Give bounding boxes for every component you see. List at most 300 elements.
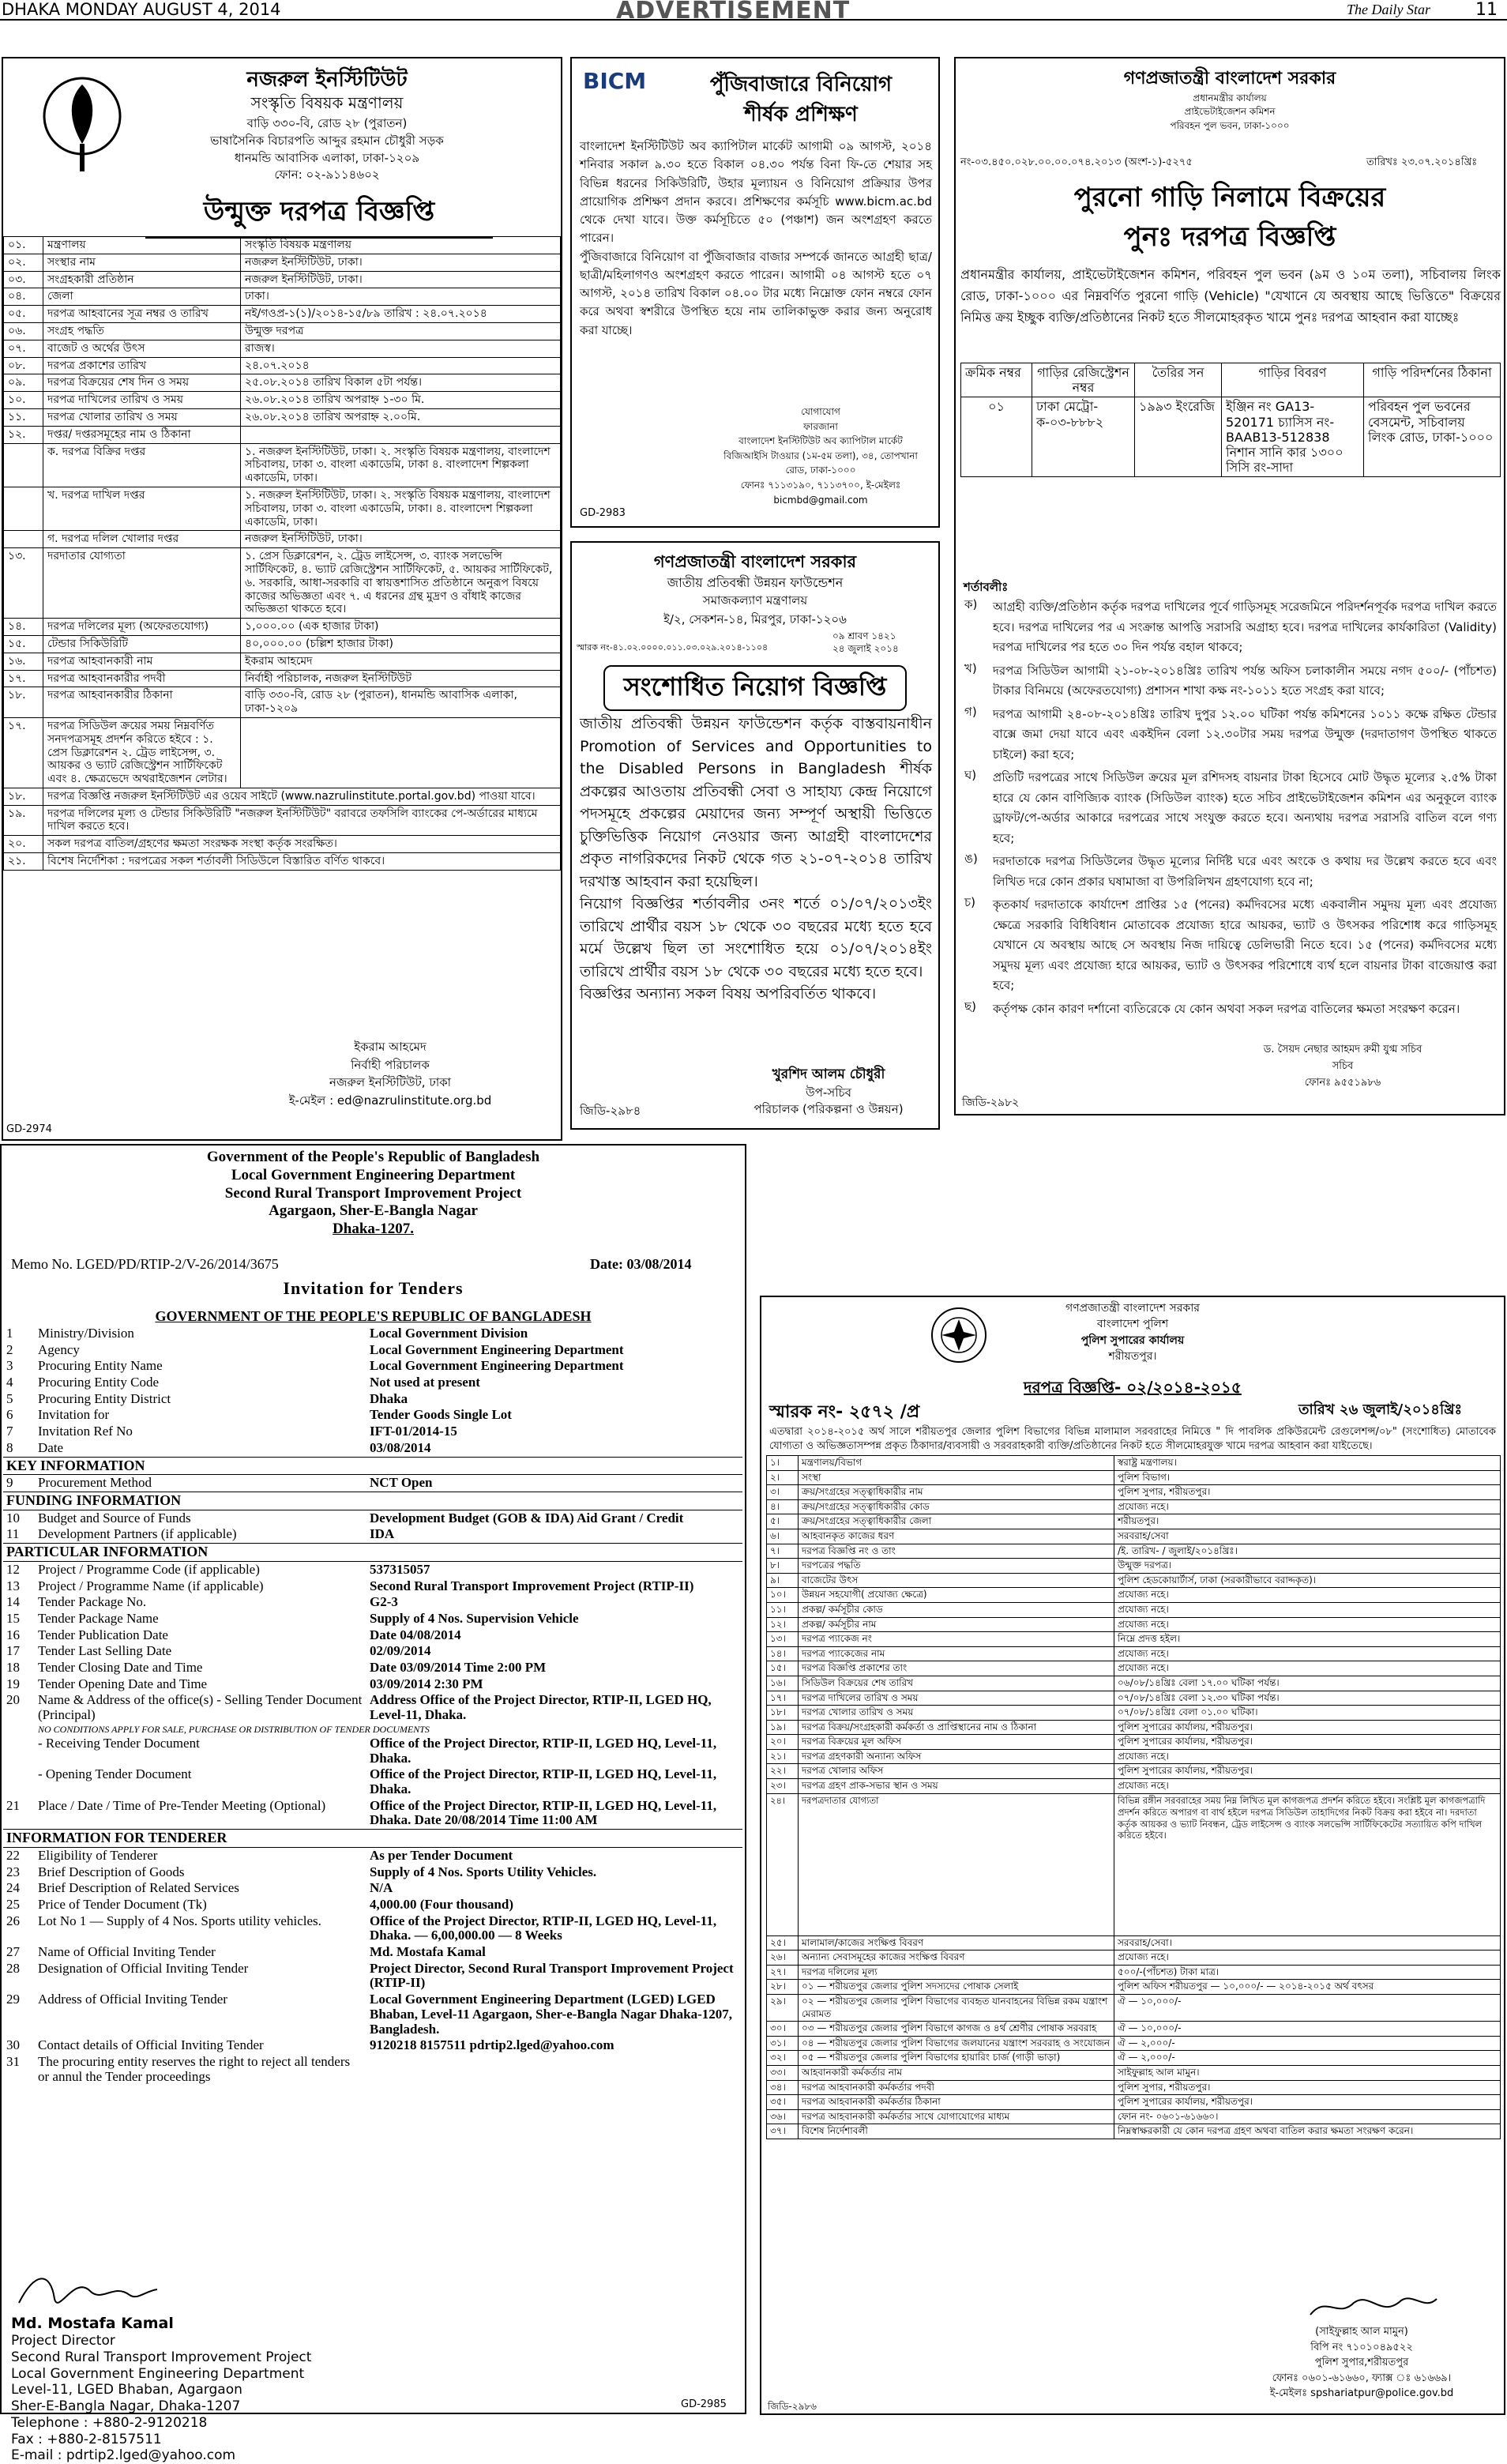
- row-label: Lot No 1 — Supply of 4 Nos. Sports utility vehicles.: [38, 1913, 321, 1928]
- row-num: ০৪.: [4, 288, 43, 306]
- ad3-memo: স্মারক নং-৪১.০২.০০০০.০১১.০৩.০২৯.২০১৪-১১০৪: [577, 642, 769, 653]
- row-label: খ. দরপত্র দাখিল দপ্তর: [43, 487, 241, 530]
- row-value: প্রযোজ্য নহে।: [1114, 1661, 1501, 1676]
- row-label: প্রকল্প/ কর্মসূচীর কোড: [799, 1602, 1114, 1617]
- bicm-body: [580, 137, 932, 340]
- sign-name: Md. Mostafa Kamal: [11, 2315, 174, 2332]
- police-row: [767, 2124, 1501, 2139]
- police-row: [767, 1779, 1501, 1794]
- row-num: ৭।: [767, 1544, 799, 1559]
- row-value: পুলিশ সুপারের কার্যালয়, শরীয়তপুর।: [1114, 1764, 1501, 1779]
- row-num: 22: [6, 1847, 20, 1863]
- police-title: দরপত্র বিজ্ঞপ্তি- ০২/২০১৪-২০১৫: [1024, 1378, 1242, 1397]
- row-num: ১।: [767, 1456, 799, 1471]
- row-num: ৩০।: [767, 2022, 799, 2037]
- th-serial: ক্রমিক নম্বর: [961, 363, 1032, 397]
- ad4-title2: পুনঃ দরপত্র বিজ্ঞপ্তি: [1123, 221, 1336, 253]
- row-value: IFT-01/2014-15: [370, 1424, 457, 1439]
- row-num: ২৩।: [767, 1779, 799, 1794]
- row-num: 24: [6, 1880, 20, 1896]
- row-label: দরপত্র বিক্রয়ের শেষ দিন ও সময়: [43, 374, 241, 392]
- ad4-terms-title: শর্তাবলীঃ: [964, 580, 1009, 594]
- police-intro: এতদ্বারা ২০১৪-২০১৫ অর্থ সালে শরীয়তপুর জেলার পুলিশ বিভাগের বিভিন্ন মালামাল সরবরাহের নিমিত্তে " দি পাবলিক প্রকিউরমেন্ট রেগুলেশন্স/০৮" (সংশোধিত) মোতাবেক যোগ্যতা ও অভিজ্ঞতাসম্পন্ন প্রকৃত ঠিকাদার/ব্যবসায়ী ও সরবরাহকারী ব্যক্তি/প্রতিষ্ঠানের নিকট হতে সীলমোহরযুক্ত খামে দরপত্র আহবান করা যাইতেছে।: [769, 1426, 1496, 1452]
- row-value: পুলিশ সুপার, শরীয়তপুর।: [1114, 1485, 1501, 1500]
- row-value: ২৫.০৮.২০১৪ তারিখ বিকাল ৫টা পর্যন্ত।: [241, 374, 561, 392]
- row-label: দরপত্র দাখিলের তারিখ ও সময়: [799, 1691, 1114, 1706]
- row-label: অন্যান্য সেবাসমূহের কাজের সংক্ষিপ্ত বিবরণ: [799, 1951, 1114, 1966]
- row-num: 27: [6, 1944, 20, 1960]
- nazrul-table-row: [4, 853, 561, 871]
- sign-name: খুরশিদ আলম চৌধুরী: [772, 1066, 885, 1082]
- row-value: Md. Mostafa Kamal: [370, 1944, 486, 1960]
- row-num: ৩৪।: [767, 2080, 799, 2095]
- row-value: নজরুল ইনস্টিটিউট, ঢাকা।: [241, 271, 561, 288]
- row-num: 18: [6, 1660, 20, 1676]
- term-row: [960, 660, 1501, 703]
- police-row: [767, 2051, 1501, 2066]
- row-label: মন্ত্রণালয়: [43, 237, 241, 254]
- ad4-office: [956, 92, 1504, 133]
- row-num: 29: [6, 1992, 20, 2007]
- lged-date: Date: 03/08/2014: [590, 1256, 692, 1272]
- row-label: দরপত্র আহবানকারী নাম: [43, 653, 241, 670]
- row-value: Local Government Engineering Department: [370, 1358, 624, 1374]
- term-text: দরপত্র সিডিউল আগামী ২১-০৮-২০১৪খ্রিঃ তারিখ পর্যন্ত অফিস চলাকালীন সময়ে নগদ ৫০০/- (পাঁচশত) টাকার বিনিময়ে (অফেরতযোগ্য) প্রশাসন শাখা কক্ষ নং-১০১১ হতে সংগ্রহ করা যাবে;: [993, 663, 1497, 698]
- ad3-para: বিজ্ঞপ্তির অন্যান্য সকল বিষয় অপরিবর্তিত থাকবে।: [580, 985, 877, 1003]
- lged-row: [3, 1561, 742, 1578]
- row-num: ১৩।: [767, 1632, 799, 1647]
- police-row: [767, 1995, 1501, 2022]
- nazrul-table-row: [4, 340, 561, 357]
- row-value: প্রযোজ্য নহে।: [1114, 1499, 1501, 1514]
- row-value: Date 04/08/2014: [370, 1627, 461, 1642]
- row-value: Supply of 4 Nos. Supervision Vehicle: [370, 1611, 579, 1627]
- row-label: দরপত্র আহবানকারীর পদবী: [43, 670, 241, 687]
- police-row: [767, 1793, 1501, 1935]
- row-num: ১০।: [767, 1588, 799, 1603]
- nazrul-table-row: [4, 237, 561, 254]
- nazrul-table-row: [4, 254, 561, 271]
- lged-row: [3, 1961, 742, 1992]
- row-num: ৪।: [767, 1499, 799, 1514]
- row-value: নির্বাহী পরিচালক, নজরুল ইনস্টিটিউট: [241, 670, 561, 687]
- office-line: প্রাইভেটাইজেশন কমিশন: [1184, 106, 1276, 118]
- lged-row: [3, 1736, 742, 1766]
- nazrul-table-row: [4, 374, 561, 392]
- gd-number: জিডি-২৯৮২: [962, 1097, 1020, 1109]
- police-row: [767, 2066, 1501, 2081]
- th-desc: গাড়ির বিবরণ: [1222, 363, 1364, 397]
- police-row: [767, 1706, 1501, 1721]
- row-label: দরপত্র খোলার অফিস: [799, 1764, 1114, 1779]
- row-value: As per Tender Document: [370, 1847, 513, 1863]
- row-value: ফোন নং- ০৬০১-৬১৬৬০।: [1114, 2109, 1501, 2124]
- row-value: 03/09/2014 2:30 PM: [370, 1676, 483, 1691]
- term-label: ছ): [964, 999, 976, 1014]
- addr-line: ধানমন্ডি আবাসিক এলাকা, ঢাকা-১২০৯: [234, 150, 420, 165]
- police-row: [767, 1617, 1501, 1632]
- nazrul-table-row: [4, 836, 561, 853]
- row-label: দরদাতার যোগ্যতা: [43, 548, 241, 619]
- row-num: 7: [6, 1424, 13, 1439]
- row-label: বিশেষ নির্দেশাবলী: [799, 2124, 1114, 2139]
- row-value: Office of the Project Director, RTIP-II, LGED HQ, Level-11, Dhaka.: [370, 1766, 717, 1797]
- ad4-gov: গণপ্রজাতন্ত্রী বাংলাদেশ সরকার: [1123, 69, 1336, 88]
- lged-row: [3, 1391, 742, 1408]
- police-table: [766, 1455, 1501, 2139]
- row-label: Procuring Entity Name: [38, 1358, 163, 1374]
- row-label: Budget and Source of Funds: [38, 1510, 191, 1525]
- row-label: গ. দরপত্র দলিল খোলার দপ্তর: [43, 531, 241, 548]
- lged-row: [3, 1766, 742, 1797]
- row-label: Project / Programme Name (if applicable): [38, 1578, 264, 1593]
- row-num: 8: [6, 1439, 13, 1455]
- office-line: পরিবহন পুল ভবন, ঢাকা-১০০০: [1170, 119, 1290, 131]
- row-num: ১৭.: [4, 670, 43, 687]
- row-value: Development Budget (GOB & IDA) Aid Grant / Credit: [370, 1510, 684, 1525]
- police-row: [767, 1691, 1501, 1706]
- nazrul-table-row: [4, 619, 561, 636]
- row-value: Local Government Engineering Department: [370, 1341, 624, 1357]
- ad3-body: [580, 713, 932, 1006]
- sign-name: ইকরাম আহমেদ: [354, 1040, 427, 1054]
- police-row: [767, 1661, 1501, 1676]
- row-label: ক্রয়/সংগ্রহের সত্ত্বাধিকারীর কোড: [799, 1499, 1114, 1514]
- contact-email: bicmbd@gmail.com: [773, 494, 868, 506]
- nazrul-table-row: [4, 306, 561, 323]
- police-row: [767, 1764, 1501, 1779]
- nazrul-logo-icon: [35, 65, 130, 183]
- row-label: দরপত্র সিডিউল ক্রয়ের সময় নিম্নবর্ণিত সনদপত্রসমূহ প্রদর্শন করিতে হইবে : ১. প্রেস ডিক্লারেশন ২. ট্রেড লাইসেন্স, ৩. আয়কর ও ভ্যাট রেজিস্ট্রেশন সার্টিফিকেট এবং ৪. ক্ষেত্রভেদে অথরাইজেশন লেটার।: [43, 717, 241, 788]
- row-num: ২৫।: [767, 1935, 799, 1951]
- term-label: ঘ): [964, 768, 977, 782]
- term-text: প্রতিটি দরপত্রের সাথে সিডিউল ক্রয়ের মূল রশিদসহ বায়নার টাকা হিসেবে মোট উদ্ধৃত মূল্যের ২.৫% টাকা হারে যে কোন বাণিজ্যিক ব্যাংক (সিডিউল ব্যাংক) হতে সচিব প্রাইভেটাইজেশন কমিশন এর অনুকূলে ব্যাংক ড্রাফট/পে-অর্ডার আকারে দরপত্রের সাথে সংযুক্ত করতে হবে। অন্যথায় দরপত্র সরাসরি বাতিল বলে গণ্য হবে;: [993, 770, 1497, 845]
- head-line: বাংলাদেশ পুলিশ: [1096, 1318, 1169, 1331]
- row-value: পুলিশ সুপার, শরীয়তপুর।: [1114, 2080, 1501, 2095]
- row-value: পুলিশ বিভাগ।: [1114, 1470, 1501, 1485]
- row-label: Address of Official Inviting Tender: [38, 1992, 227, 2007]
- row-num: ০৯.: [4, 374, 43, 392]
- row-label: সংস্থা: [799, 1470, 1114, 1485]
- row-label: দরপত্র প্যাকেজের নাম: [799, 1646, 1114, 1661]
- th-reg: গাড়ির রেজিস্ট্রেশন নম্বর: [1032, 363, 1135, 397]
- term-row: [960, 766, 1501, 850]
- nazrul-table-row: [4, 408, 561, 426]
- sign-name: ড. সৈয়দ নেছার আহমদ রুমী যুগ্ম সচিব: [1263, 1044, 1422, 1055]
- nazrul-table-row: [4, 635, 561, 653]
- row-label: দরপত্রদাতার যোগ্যতা: [799, 1793, 1114, 1935]
- ad3-date-bn: ০৯ শ্রাবণ ১৪২১: [832, 630, 896, 641]
- row-num: ১০.: [4, 392, 43, 409]
- contact-line: বাংলাদেশ ইনস্টিটিউট অব ক্যাপিটাল মার্কেট: [738, 435, 903, 447]
- police-date: তারিখ ২৬ জুলাই/২০১৪খ্রিঃ: [1298, 1401, 1463, 1418]
- row-value: নিম্নে প্রদত্ত হইল।: [1114, 1632, 1501, 1647]
- lged-row: [3, 1611, 742, 1627]
- row-num: ০১.: [4, 237, 43, 254]
- row-label: দরপত্র গ্রহণ প্রাক-সভার স্থান ও সময়: [799, 1779, 1114, 1794]
- row-label: Tender Package No.: [38, 1594, 147, 1610]
- td-serial: ০১: [961, 397, 1032, 477]
- lged-title: Invitation for Tenders: [283, 1278, 464, 1298]
- row-value: Office of the Project Director, RTIP-II, LGED HQ, Level-11, Dhaka. Date 20/08/2014 Time 11:00 AM: [370, 1797, 717, 1828]
- row-label: দরপত্র আহবানের সূত্র নম্বর ও তারিখ: [43, 306, 241, 323]
- header-date: DHAKA MONDAY AUGUST 4, 2014: [2, 0, 281, 19]
- police-row: [767, 1529, 1501, 1544]
- row-num: ২২।: [767, 1764, 799, 1779]
- ad3-address: ই/২, সেকশন-১৪, মিরপুর, ঢাকা-১২০৬: [663, 612, 847, 626]
- row-num: ১৮।: [767, 1706, 799, 1721]
- row-label: দরপত্র আহবানকারীর ঠিকানা: [43, 687, 241, 718]
- row-value: Project Director, Second Rural Transport Improvement Project (RTIP-II): [370, 1960, 734, 1991]
- sign-line: Project Director: [11, 2333, 115, 2349]
- row-label: প্রকল্প/ কর্মসূচীর নাম: [799, 1617, 1114, 1632]
- head-line: Second Rural Transport Improvement Project: [224, 1184, 522, 1202]
- row-label: উন্নয়ন সহযোগী( প্রযোজ্য ক্ষেত্রে): [799, 1588, 1114, 1603]
- row-value: Dhaka: [370, 1390, 408, 1406]
- police-row: [767, 1935, 1501, 1951]
- row-value: ৪০,০০০.০০ (চল্লিশ হাজার টাকা): [241, 635, 561, 653]
- bicm-logo-icon: BICM: [583, 68, 647, 94]
- row-num: 20: [6, 1692, 20, 1708]
- police-row: [767, 1980, 1501, 1995]
- term-label: ঙ): [964, 852, 978, 866]
- police-row: [767, 2022, 1501, 2037]
- row-label: দরপত্র বিজ্ঞপ্তি নজরুল ইনস্টিটিউট এর ওয়েব সাইটে (www.nazrulinstitute.portal.gov.bd) পাওয়া যাবে।: [43, 788, 561, 805]
- row-label: টেন্ডার সিকিউরিটি: [43, 635, 241, 653]
- row-label: Tender Package Name: [38, 1611, 159, 1627]
- police-row: [767, 1499, 1501, 1514]
- row-label: ০২ — শরীয়তপুর জেলার পুলিশ বিভাগের ব্যবহৃত যানবাহনের বিভিন্ন রকম যন্ত্রাংশ মেরামত: [799, 1995, 1114, 2022]
- row-label: Tender Closing Date and Time: [38, 1660, 203, 1676]
- row-num: ২।: [767, 1470, 799, 1485]
- row-value: ২৪.০৭.২০১৪: [241, 357, 561, 374]
- car-auction-ad: [954, 57, 1505, 1115]
- row-num: ১১।: [767, 1602, 799, 1617]
- row-num: ০২.: [4, 254, 43, 271]
- lged-head: [2, 1149, 745, 1239]
- nazrul-table-row: [4, 426, 561, 443]
- nazrul-table-row: [4, 687, 561, 718]
- row-value: নজরুল ইনস্টিটিউট, ঢাকা।: [241, 254, 561, 271]
- ad4-date: তারিখঃ ২৩.০৭.২০১৪খ্রিঃ: [1366, 156, 1478, 168]
- lged-row: [3, 1424, 742, 1440]
- row-value: Tender Goods Single Lot: [370, 1407, 512, 1423]
- row-num: 9: [6, 1475, 13, 1491]
- head-line: Government of the People's Republic of Bangladesh: [206, 1149, 540, 1165]
- bicm-para: বাংলাদেশ ইনস্টিটিউট অব ক্যাপিটাল মার্কেট আগামী ০৯ আগস্ট, ২০১৪ শনিবার সকাল ৯.৩০ হতে বিকাল ০৪.৩০ পর্যন্ত বিনা ফি-তে শেয়ার সহ বিভিন্ন ধরনের সিকিউরিটি, উহার মূল্যায়ন ও বিনিয়োগ প্রক্রিয়ার উপর প্রায়োগিক প্রশিক্ষণ প্রদান করবে। প্রশিক্ষণের কর্মসূচি www.bicm.ac.bd থেকে দেখা যাবে। উক্ত কর্মসূচিতে ৫০ (পঞ্চাশ) জন অংশগ্রহণ করতে পারেন।: [580, 139, 932, 246]
- term-row: [960, 703, 1501, 767]
- row-label: বিশেষ নির্দেশিকা : দরপত্রের সকল শর্তাবলী সিডিউলে বিস্তারিত বর্ণিত থাকবে।: [43, 853, 561, 871]
- row-num: ১৮.: [4, 788, 43, 805]
- row-label: ০১ — শরীয়তপুর জেলার পুলিশ সদস্যদের পোষাক সেলাই: [799, 1980, 1114, 1995]
- term-text: কৃতকার্য দরদাতাকে কার্যাদেশ প্রাপ্তির ১৫ (পনের) কর্মদিবসের মধ্যে একবালীন সমুদয় মূল্য এবং প্রযোজ্য ক্ষেত্রে সরকারি বিধিবিধান মোতাবেক প্রযোজ্য হারে আয়কর, ভ্যাট ও উৎসকর পরিশোধ করে গাড়িসমূহ যেখানে যে অবস্থায় আছে সে অবস্থায় নিজ দায়িত্বে ডেলিভারী নিতে হবে। ১৫ (পনের) কর্মদিবসের মধ্যে সমুদয় মূল্য এবং প্রযোজ্য হারে আয়কর, ভ্যাট ও উৎসকর পরিশোধে ব্যর্থ হলে বায়নার টাকা বাজেয়াপ্ত করা হবে;: [993, 897, 1497, 992]
- nazrul-table-row: [4, 271, 561, 288]
- row-num: ২৮।: [767, 1980, 799, 1995]
- gd-number: GD-2974: [6, 1123, 52, 1135]
- row-label: ০৩ — শরীয়তপুর জেলার পুলিশ বিভাগে কাগজ ও ৪র্থ শ্রেণীর পোষাক সরবরাহ: [799, 2022, 1114, 2037]
- term-text: আগ্রহী ব্যক্তি/প্রতিষ্ঠান কর্তৃক দরপত্র দাখিলের পূর্বে গাড়িসমূহ সরেজমিনে পরিদর্শনপূর্বক দরপত্র দাখিল করতে হবে। দরপত্র দাখিলের পর এ সংক্রান্ত আপত্তি সরাসরি অগ্রাহ্য হবে। দরপত্র দাখিলের কার্যকারিতা (Validity) দরপত্র দাখিলের পর হতে ৩০ দিন পর্যন্ত বহাল থাকবে;: [993, 600, 1497, 654]
- row-value: ৫০০/-(পাঁচশত) টাকা মাত্র।: [1114, 1965, 1501, 1980]
- row-value: সংস্কৃতি বিষয়ক মন্ত্রণালয়: [241, 237, 561, 254]
- row-num: 17: [6, 1643, 20, 1659]
- ad4-signature: [1185, 1042, 1501, 1091]
- row-label: Brief Description of Related Services: [38, 1880, 239, 1896]
- td-year: ১৯৯৩ ইংরেজি: [1135, 397, 1222, 477]
- police-row: [767, 1544, 1501, 1559]
- ad4-terms: [960, 596, 1501, 1021]
- row-num: ১৬.: [4, 653, 43, 670]
- row-label: দরপত্র বিজ্ঞপ্তি নং ও তাং: [799, 1544, 1114, 1559]
- header-paper: The Daily Star: [1347, 2, 1430, 17]
- row-label: Eligibility of Tenderer: [38, 1847, 158, 1863]
- row-num: 10: [6, 1510, 20, 1525]
- row-value: প্রযোজ্য নহে।: [1114, 1602, 1501, 1617]
- sign-line: বিপি নং ৭১০১০৪৯৫২২: [1310, 2341, 1413, 2353]
- lged-row: [3, 1594, 742, 1611]
- td-reg: ঢাকা মেট্রো-ক-০৩-৮৮৮২: [1032, 397, 1135, 477]
- row-num: ২৪।: [767, 1793, 799, 1935]
- row-label: দরপত্র দাখিলের তারিখ ও সময়: [43, 392, 241, 409]
- row-value: 537315057: [370, 1561, 430, 1577]
- ad3-signature: [722, 1066, 935, 1118]
- sign-email: ই-মেইল : ed@nazrulinstitute.org.bd: [288, 1093, 492, 1108]
- nazrul-table-row: [4, 357, 561, 374]
- ad3-para: নিয়োগ বিজ্ঞপ্তির শর্তাবলীর ৩নং শর্তে ০১/০৭/২০১৩ইং তারিখে প্রার্থীর বয়স ১৮ থেকে ৩০ বছরের মধ্যে হতে হবে মর্মে উল্লেখ ছিল তা সংশোধিত হয়ে ০১/০৭/২০১৪ইং তারিখে প্রার্থীর বয়স ১৮ থেকে ৩০ বছরের মধ্যে হতে হবে।: [580, 895, 932, 980]
- row-label: ক্রয়/সংগ্রহের সত্ত্বাধিকারীর নাম: [799, 1485, 1114, 1500]
- sign-line: Fax : +880-2-8157511: [11, 2431, 162, 2447]
- row-value: প্রযোজ্য নহে।: [1114, 1749, 1501, 1764]
- row-label: সংগ্রহ পদ্ধতি: [43, 322, 241, 340]
- row-num: ১৪.: [4, 619, 43, 636]
- row-label: দরপত্র আহবানকারী কর্মকর্তার পদবী: [799, 2080, 1114, 2095]
- row-label: Tender Opening Date and Time: [38, 1676, 208, 1691]
- lged-row: [3, 1880, 742, 1897]
- row-value: সরবরাহ/সেবা: [1114, 1529, 1501, 1544]
- nazrul-title: উন্মুক্ত দরপত্র বিজ্ঞপ্তি: [145, 191, 493, 239]
- row-num: ৮।: [767, 1559, 799, 1574]
- gd-number: GD-2985: [681, 2398, 727, 2410]
- row-value: ১. নজরুল ইনস্টিটিউট, ঢাকা। ২. সংস্কৃতি বিষয়ক মন্ত্রণালয়, বাংলাদেশ সচিবালয়, ঢাকা ৩. বাংলা একাডেমি, ঢাকা ৪. বাংলাদেশ শিল্পকলা একাডেমি, ঢাকা।: [241, 443, 561, 487]
- term-row: [960, 998, 1501, 1021]
- section-header: FUNDING INFORMATION: [3, 1492, 742, 1510]
- lged-row: [3, 1457, 742, 1475]
- row-num: [4, 487, 43, 530]
- row-value: 03/08/2014: [370, 1439, 431, 1455]
- nazrul-table-row: [4, 670, 561, 687]
- lged-row: [3, 1847, 742, 1864]
- term-text: দরপত্র আগামী ২৪-০৮-২০১৪খ্রিঃ তারিখ দুপুর ১২.০০ ঘটিকা পর্যন্ত কমিশনের ১০১১ কক্ষে রক্ষিত টেন্ডার বাক্সে জমা দেয়া যাবে এবং একইদিন বেলা ১২.৩০টার সময় দরপত্র উন্মুক্ত (দরদাতাগণ উপস্থিত থাকতে চাইলে) করা হবে;: [993, 706, 1497, 762]
- header-section: ADVERTISEMENT: [616, 0, 851, 24]
- sign-line: Sher-E-Bangla Nagar, Dhaka-1207: [11, 2398, 241, 2415]
- row-label: Procuring Entity Code: [38, 1375, 159, 1390]
- td-desc: ইঞ্জিন নং GA13-520171 চ্যাসিস নং-BAAB13-512838 নিশান সানি কার ১৩০০ সিসি রং-সাদা: [1222, 397, 1364, 477]
- sign-line: Telephone : +880-2-9120218: [11, 2414, 208, 2431]
- row-label: Procurement Method: [38, 1475, 152, 1491]
- lged-row: [3, 1544, 742, 1562]
- head-line: গণপ্রজাতন্ত্রী বাংলাদেশ সরকার: [1065, 1302, 1200, 1315]
- lged-row: [3, 1627, 742, 1644]
- row-num: 6: [6, 1407, 13, 1423]
- sign-title: উপ-সচিব: [806, 1085, 851, 1100]
- row-label: Invitation for: [38, 1407, 110, 1423]
- row-value: Date 03/09/2014 Time 2:00 PM: [370, 1660, 547, 1676]
- bicm-contact: [706, 404, 935, 507]
- term-label: খ): [964, 660, 977, 675]
- row-label: Place / Date / Time of Pre-Tender Meeting (Optional): [38, 1797, 326, 1813]
- police-head: [761, 1300, 1504, 1364]
- row-value: ০৭/০৮/১৪খ্রিঃ বেলা ০১.০০ ঘটিকা।: [1114, 1706, 1501, 1721]
- sign-title: নির্বাহী পরিচালক: [351, 1057, 430, 1072]
- row-num: ৩২।: [767, 2051, 799, 2066]
- row-num: 11: [6, 1526, 20, 1542]
- head-line: পুলিশ সুপারের কার্যালয়: [1080, 1334, 1185, 1347]
- row-label: সকল দরপত্র বাতিল/গ্রহণের ক্ষমতা সংরক্ষক সংস্থা কর্তৃক সংরক্ষিত।: [43, 836, 561, 853]
- gd-number: জিডি-২৯৮৬: [768, 2401, 817, 2412]
- row-value: [241, 426, 561, 443]
- row-value: Local Government Division: [370, 1326, 528, 1341]
- lged-tender-ad: [0, 1144, 746, 2464]
- lged-row: [3, 1578, 742, 1595]
- row-num: ০৭.: [4, 340, 43, 357]
- nazrul-table-row: [4, 487, 561, 530]
- head-line: Local Government Engineering Department: [231, 1166, 516, 1183]
- row-value: শরীয়তপুর।: [1114, 1514, 1501, 1529]
- nazrul-table-row: [4, 443, 561, 487]
- nazrul-signature: [272, 1038, 509, 1109]
- row-value: নিম্নস্বাক্ষরকারী যে কোন দরপত্র গ্রহণ অথবা বাতিল করার ক্ষমতা সংরক্ষণ করেন।: [1114, 2124, 1501, 2139]
- row-num: 23: [6, 1864, 20, 1879]
- row-label: দরপত্র প্রকাশের তারিখ: [43, 357, 241, 374]
- row-label: মালামাল/কাজের সংক্ষিপ্ত বিবরণ: [799, 1935, 1114, 1951]
- row-label: - Receiving Tender Document: [38, 1736, 200, 1751]
- row-label: দরপত্রের পদ্ধতি: [799, 1559, 1114, 1574]
- police-row: [767, 1676, 1501, 1691]
- row-num: ১১.: [4, 408, 43, 426]
- row-num: ১৭।: [767, 1691, 799, 1706]
- office-line: প্রধানমন্ত্রীর কার্যালয়: [1193, 92, 1267, 103]
- police-row: [767, 1470, 1501, 1485]
- sign-title: সচিব: [1332, 1059, 1354, 1072]
- lged-row: [3, 1798, 742, 1830]
- section-header: PARTICULAR INFORMATION: [3, 1544, 742, 1562]
- row-label: দরপত্র আহবানকারী কর্মকর্তার ঠিকানা: [799, 2095, 1114, 2110]
- row-label: দরপত্র দলিলের মূল্য (অফেরতযোগ্য): [43, 619, 241, 636]
- police-row: [767, 2080, 1501, 2095]
- lged-row: [3, 1643, 742, 1660]
- bicm-training-ad: [570, 57, 940, 528]
- gd-number: জিডি-২৯৮৪: [580, 1104, 641, 1118]
- row-label: দপ্তর/ দপ্তরসমূহের নাম ও ঠিকানা: [43, 426, 241, 443]
- lged-row: [3, 1375, 742, 1391]
- police-row: [767, 2036, 1501, 2051]
- row-value: 4,000.00 (Four thousand): [370, 1897, 513, 1912]
- lged-row: [3, 1830, 742, 1848]
- ad3-date-en: ২৪ জুলাই ২০১৪: [832, 643, 899, 654]
- row-num: 15: [6, 1611, 20, 1627]
- gd-number: GD-2983: [580, 507, 626, 519]
- lged-row: [3, 1440, 742, 1457]
- lged-table: [3, 1326, 742, 2085]
- row-num: ০৩.: [4, 271, 43, 288]
- row-num: ৩৩।: [767, 2066, 799, 2081]
- row-value: উন্মুক্ত দরপত্র: [241, 322, 561, 340]
- term-label: গ): [964, 704, 977, 719]
- addr-line: ফোন: ০২-৯১১৪৬০২: [274, 167, 380, 182]
- bicm-title2: শীর্ষক প্রশিক্ষণ: [744, 103, 858, 126]
- row-value: ঐ — ১০,০০০/-: [1114, 2022, 1501, 2037]
- row-label: Agency: [38, 1341, 80, 1357]
- row-value: IDA: [370, 1526, 395, 1542]
